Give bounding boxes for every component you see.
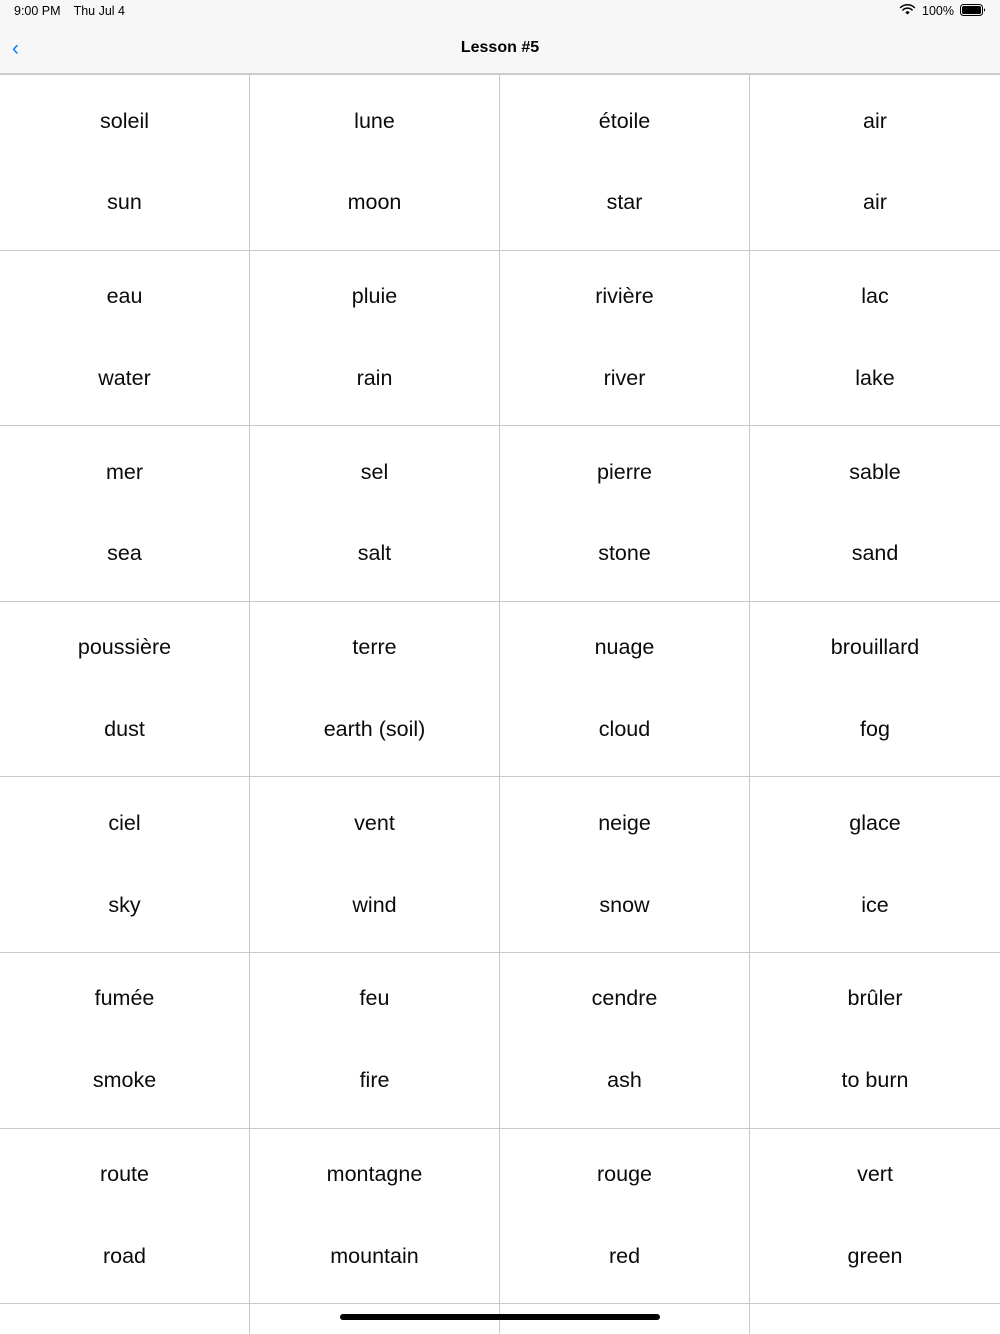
definition-text: rain — [356, 365, 393, 390]
definition-text: snow — [599, 892, 650, 917]
list-item[interactable] — [250, 251, 500, 426]
status-time: 9:00 PM — [14, 4, 61, 18]
definition-text: moon — [347, 190, 402, 215]
list-item[interactable] — [0, 602, 250, 777]
definition-text: earth (soil) — [323, 717, 426, 742]
list-item[interactable] — [750, 426, 1000, 601]
table-row — [0, 953, 1000, 1129]
list-item[interactable] — [500, 602, 750, 777]
list-item[interactable] — [750, 953, 1000, 1128]
term-text: eau — [106, 284, 143, 309]
status-bar-left — [14, 4, 125, 18]
term-text: nuage — [594, 635, 655, 660]
list-item[interactable] — [0, 1129, 250, 1304]
definition-text: dust — [104, 717, 145, 742]
definition-text: sky — [108, 892, 141, 917]
wifi-icon — [899, 4, 916, 19]
list-item[interactable] — [0, 953, 250, 1128]
term-text: montagne — [326, 1162, 423, 1187]
term-text: vent — [354, 810, 395, 835]
definition-text: ash — [607, 1068, 642, 1093]
definition-text: road — [102, 1243, 147, 1268]
definition-text: sea — [107, 541, 142, 566]
term-text: feu — [359, 986, 390, 1011]
list-item[interactable] — [0, 426, 250, 601]
definition-text: sand — [851, 541, 899, 566]
list-item[interactable] — [250, 953, 500, 1128]
definition-text: lake — [855, 365, 895, 390]
list-item[interactable] — [250, 777, 500, 952]
list-item[interactable] — [750, 777, 1000, 952]
definition-text: stone — [598, 541, 651, 566]
list-item[interactable] — [500, 777, 750, 952]
definition-text: smoke — [92, 1068, 157, 1093]
term-text: pluie — [351, 284, 398, 309]
definition-text: fog — [860, 717, 890, 742]
status-date: Thu Jul 4 — [73, 4, 125, 18]
term-text: glace — [849, 810, 901, 835]
list-item[interactable] — [500, 75, 750, 250]
term-text: vert — [857, 1162, 893, 1187]
term-text: ciel — [108, 810, 141, 835]
nav-bar — [0, 22, 1000, 74]
home-indicator[interactable] — [340, 1314, 660, 1320]
list-item[interactable] — [0, 251, 250, 426]
list-item[interactable] — [0, 75, 250, 250]
list-item[interactable] — [500, 953, 750, 1128]
table-row — [0, 1129, 1000, 1305]
definition-text: salt — [357, 541, 392, 566]
term-text: sable — [849, 459, 901, 484]
list-item[interactable] — [0, 1304, 250, 1334]
table-row — [0, 251, 1000, 427]
term-text: route — [99, 1162, 149, 1187]
term-text: rivière — [595, 284, 654, 309]
definition-text: wind — [352, 892, 397, 917]
table-row — [0, 426, 1000, 602]
term-text: terre — [352, 635, 397, 660]
list-item[interactable] — [500, 251, 750, 426]
term-text: soleil — [100, 108, 149, 133]
definition-text: ice — [861, 892, 889, 917]
definition-text: cloud — [598, 717, 651, 742]
back-button[interactable]: ‹ — [12, 22, 52, 74]
definition-text: green — [847, 1243, 903, 1268]
list-item[interactable] — [750, 251, 1000, 426]
list-item[interactable] — [500, 1129, 750, 1304]
term-text: étoile — [598, 108, 651, 133]
battery-percent-label: 100% — [922, 4, 954, 18]
term-text: brûler — [847, 986, 903, 1011]
list-item[interactable] — [750, 1304, 1000, 1334]
term-text: air — [863, 108, 887, 133]
table-row — [0, 75, 1000, 251]
definition-text: air — [863, 190, 887, 215]
status-bar-right — [899, 4, 986, 19]
term-text: poussière — [77, 635, 172, 660]
term-text: lune — [354, 108, 395, 133]
list-item[interactable] — [0, 777, 250, 952]
definition-text: red — [608, 1243, 641, 1268]
table-row — [0, 777, 1000, 953]
list-item[interactable] — [750, 75, 1000, 250]
page-title: Lesson #5 — [460, 38, 540, 56]
list-item[interactable] — [500, 426, 750, 601]
definition-text: water — [98, 365, 151, 390]
list-item[interactable] — [250, 75, 500, 250]
status-bar — [0, 0, 1000, 22]
list-item[interactable] — [250, 1129, 500, 1304]
term-text: mer — [105, 459, 144, 484]
list-item[interactable] — [750, 602, 1000, 777]
definition-text: fire — [359, 1068, 390, 1093]
list-item[interactable] — [250, 426, 500, 601]
vocabulary-grid — [0, 74, 1000, 1334]
term-text: cendre — [591, 986, 658, 1011]
term-text: brouillard — [830, 635, 920, 660]
term-text: pierre — [597, 459, 652, 484]
definition-text: star — [606, 190, 643, 215]
battery-full-icon — [960, 4, 986, 19]
list-item[interactable] — [250, 602, 500, 777]
term-text: rouge — [597, 1162, 652, 1187]
term-text: neige — [598, 810, 651, 835]
definition-text: sun — [107, 190, 142, 215]
table-row — [0, 602, 1000, 778]
term-text: sel — [360, 459, 389, 484]
term-text: lac — [861, 284, 889, 309]
list-item[interactable] — [750, 1129, 1000, 1304]
definition-text: mountain — [330, 1243, 419, 1268]
definition-text: to burn — [841, 1068, 909, 1093]
definition-text: river — [603, 365, 646, 390]
term-text: fumée — [94, 986, 155, 1011]
